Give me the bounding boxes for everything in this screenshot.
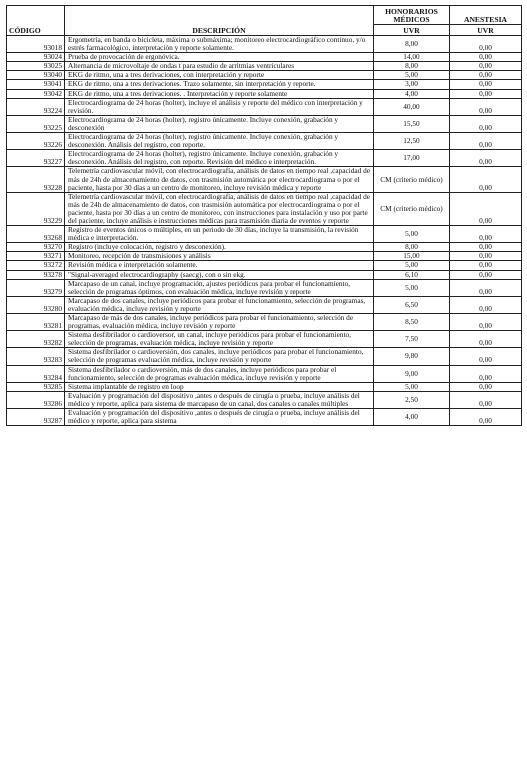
honorarios-value: 5,00 xyxy=(374,382,450,391)
table-row xyxy=(7,36,522,53)
procedure-description: Sistema desfibrilador o cardioversión, más de dos canales, incluye periódicos para probar el funcionamiento, selección de programas evaluación médica, incluye revisión y reporte xyxy=(65,365,374,382)
honorarios-value: 4,00 xyxy=(374,409,450,426)
table-row xyxy=(7,192,522,225)
honorarios-value: 9,00 xyxy=(374,365,450,382)
procedure-description: Electrocardiograma de 24 horas (holter), incluye el análisis y reporte del médico con interpretación y revisión. xyxy=(65,98,374,115)
procedure-code: 93279 xyxy=(7,279,65,296)
honorarios-value: 15,50 xyxy=(374,115,450,132)
procedure-code: 93225 xyxy=(7,115,65,132)
anestesia-value: 0,00 xyxy=(450,53,522,62)
anestesia-value: 0,00 xyxy=(450,71,522,80)
anestesia-value: 0,00 xyxy=(450,348,522,365)
honorarios-value: 17,00 xyxy=(374,150,450,167)
procedure-description: Monitoreo, recepción de transmisiones y análisis xyxy=(65,252,374,261)
anestesia-value: 0,00 xyxy=(450,391,522,408)
procedure-description: Telemetría cardiovascular móvil, con electrocardiografía, análisis de datos en tiempo real ,capacidad de más de 24h de almacenamiento de datos, con trasmisión automática por electrocardiograma o por el paciente, hasta por 30 días a un centro de monitoreo, incluye revisión médica y reporte xyxy=(65,167,374,192)
table-row xyxy=(7,348,522,365)
procedure-code: 93282 xyxy=(7,331,65,348)
procedure-code: 93228 xyxy=(7,167,65,192)
procedure-code: 93284 xyxy=(7,365,65,382)
honorarios-value: 5,00 xyxy=(374,279,450,296)
anestesia-value: 0,00 xyxy=(450,382,522,391)
anestesia-value: 0,00 xyxy=(450,89,522,98)
procedure-code: 93025 xyxy=(7,62,65,71)
table-row xyxy=(7,226,522,243)
procedure-description: Sistema desfibrilador o cardioversión, dos canales, incluye periódicos para probar el funcionamiento, selección de programas evaluación médica, incluye revisión y reporte xyxy=(65,348,374,365)
honorarios-column-header: HONORARIOS MÉDICOS xyxy=(374,6,450,25)
procedure-description: EKG de ritmo, una a tres derivaciones. Trazo solamente, sin interpretación y reporte. xyxy=(65,80,374,89)
honorarios-value: 8,00 xyxy=(374,62,450,71)
description-column-header: DESCRIPCIÓN xyxy=(65,6,374,36)
honorarios-value: 4,00 xyxy=(374,89,450,98)
honorarios-value: 6,50 xyxy=(374,296,450,313)
honorarios-unit-header: UVR xyxy=(374,25,450,36)
procedure-description: Prueba de provocación de ergonóvica. xyxy=(65,53,374,62)
honorarios-value: 40,00 xyxy=(374,98,450,115)
table-row xyxy=(7,80,522,89)
honorarios-value: 5,00 xyxy=(374,226,450,243)
procedure-code: 93227 xyxy=(7,150,65,167)
anestesia-value: 0,00 xyxy=(450,365,522,382)
table-row xyxy=(7,133,522,150)
anestesia-value: 0,00 xyxy=(450,167,522,192)
anestesia-value: 0,00 xyxy=(450,252,522,261)
procedure-description: Electrocardiograma de 24 horas (holter), registro únicamente. Incluye conexión, grabación y desconexión. Análisis del registro, con reporte. xyxy=(65,133,374,150)
procedure-description: Sistema desfibrilador o cardioversor, un canal, incluye periódicos para probar el funcionamiento, selección de programas, evaluación médica, incluye revisión y reporte xyxy=(65,331,374,348)
table-row xyxy=(7,409,522,426)
procedure-code: 93286 xyxy=(7,391,65,408)
procedure-description: Telemetría cardiovascular móvil, con electrocardiografía, análisis de datos en tiempo real ,capacidad de más de 24h de almacenamiento de datos, con trasmisión automática por electrocardiograma o por el paciente, hasta por 30 días a un centro de monitoreo, con instrucciones para instalación y uso por parte del paciente, incluye análisis e instrucciones médicas para trasmisión diaria de eventos y reporte xyxy=(65,192,374,225)
honorarios-value: 5,00 xyxy=(374,261,450,270)
honorarios-value: 8,00 xyxy=(374,36,450,53)
procedure-code: 93270 xyxy=(7,243,65,252)
fee-table xyxy=(6,5,522,426)
procedure-description: EKG de ritmo, una a tres derivaciones, con interpretación y reporte xyxy=(65,71,374,80)
honorarios-value: 8,50 xyxy=(374,314,450,331)
anestesia-value: 0,00 xyxy=(450,36,522,53)
procedure-description: "Signal-averaged electrocardiography (saecg), con o sin ekg. xyxy=(65,270,374,279)
procedure-description: Sistema implantable de registro en loop xyxy=(65,382,374,391)
table-body xyxy=(7,36,522,426)
anestesia-value: 0,00 xyxy=(450,62,522,71)
table-row xyxy=(7,314,522,331)
anestesia-value: 0,00 xyxy=(450,133,522,150)
procedure-description: Electrocardiograma de 24 horas (holter), registro únicamente. Incluye conexión, grabación y desconexión. Análisis del registro, con reporte. Revisión del médico e interpretación. xyxy=(65,150,374,167)
table-row xyxy=(7,115,522,132)
anestesia-value: 0,00 xyxy=(450,98,522,115)
procedure-description: Registro (incluye colocación, registro y desconexión). xyxy=(65,243,374,252)
procedure-code: 93280 xyxy=(7,296,65,313)
table-row xyxy=(7,365,522,382)
anestesia-value: 0,00 xyxy=(450,409,522,426)
honorarios-value: 9,80 xyxy=(374,348,450,365)
honorarios-value: 8,00 xyxy=(374,243,450,252)
procedure-description: Marcapaso de dos canales, incluye periódicos para probar el funcionamiento, selección de programas, evaluación médica, incluye revisión y reporte xyxy=(65,296,374,313)
procedure-code: 93041 xyxy=(7,80,65,89)
procedure-code: 93271 xyxy=(7,252,65,261)
procedure-description: Revisión médica e interpretación solamente. xyxy=(65,261,374,270)
anestesia-value: 0,00 xyxy=(450,331,522,348)
procedure-code: 93283 xyxy=(7,348,65,365)
procedure-code: 93278 xyxy=(7,270,65,279)
honorarios-value: 3,00 xyxy=(374,80,450,89)
procedure-code: 93018 xyxy=(7,36,65,53)
table-row xyxy=(7,331,522,348)
anestesia-value: 0,00 xyxy=(450,296,522,313)
honorarios-value: 15,00 xyxy=(374,252,450,261)
procedure-code: 93024 xyxy=(7,53,65,62)
honorarios-value: 14,00 xyxy=(374,53,450,62)
procedure-code: 93229 xyxy=(7,192,65,225)
procedure-description: Evaluación y programación del dispositivo ,antes o después de cirugía o prueba, incluye análisis del médico y reporte, aplica para sistema xyxy=(65,409,374,426)
honorarios-value: CM (criterio médico) xyxy=(374,192,450,225)
anestesia-value: 0,00 xyxy=(450,261,522,270)
procedure-description: Ergometría, en banda o bicicleta, máxima o submáxima; monitoreo electrocardiográfico continuo, y/o estrés farmacológico, interpretación y reporte solamente. xyxy=(65,36,374,53)
anestesia-value: 0,00 xyxy=(450,243,522,252)
table-row xyxy=(7,98,522,115)
procedure-code: 93042 xyxy=(7,89,65,98)
procedure-description: Electrocardiograma de 24 horas (holter), registro únicamente. Incluye conexión, grabación y desconexión xyxy=(65,115,374,132)
anestesia-value: 0,00 xyxy=(450,279,522,296)
procedure-description: Evaluación y programación del dispositivo ,antes o después de cirugía o prueba, incluye análisis del médico y reporte, aplica para sistema de marcapaso de un canal, dos canales o canales múltiples xyxy=(65,391,374,408)
table-row xyxy=(7,296,522,313)
procedure-description: Registro de eventos únicos o múltiples, en un periodo de 30 días, incluye la transmisión, la revisión médica e interpretación. xyxy=(65,226,374,243)
table-row xyxy=(7,167,522,192)
honorarios-value: 5,00 xyxy=(374,71,450,80)
procedure-code: 93040 xyxy=(7,71,65,80)
table-row xyxy=(7,261,522,270)
honorarios-value: 7,50 xyxy=(374,331,450,348)
procedure-description: Marcapaso de un canal, incluye programación, ajustes periódicos para probar el funcionamiento, selección de programas óptimos, con evaluación médica, incluye revisión y reporte xyxy=(65,279,374,296)
procedure-code: 93285 xyxy=(7,382,65,391)
table-row xyxy=(7,279,522,296)
anestesia-value: 0,00 xyxy=(450,150,522,167)
anestesia-value: 0,00 xyxy=(450,115,522,132)
procedure-description: EKG de ritmo, una a tres derivaciones. . Interpretación y reporte solamente xyxy=(65,89,374,98)
procedure-code: 93287 xyxy=(7,409,65,426)
anestesia-column-header: ANESTESIA xyxy=(450,6,522,25)
honorarios-value: 12,50 xyxy=(374,133,450,150)
code-column-header: CÓDIGO xyxy=(7,6,65,36)
table-row xyxy=(7,382,522,391)
anestesia-unit-header: UVR xyxy=(450,25,522,36)
table-row xyxy=(7,270,522,279)
honorarios-value: 6,10 xyxy=(374,270,450,279)
honorarios-value: CM (criterio médico) xyxy=(374,167,450,192)
table-row xyxy=(7,391,522,408)
procedure-code: 93272 xyxy=(7,261,65,270)
procedure-description: Alternancia de microvoltaje de ondas t para estudio de arritmias ventriculares xyxy=(65,62,374,71)
table-row xyxy=(7,89,522,98)
table-header xyxy=(7,6,522,36)
anestesia-value: 0,00 xyxy=(450,80,522,89)
anestesia-value: 0,00 xyxy=(450,192,522,225)
table-row xyxy=(7,150,522,167)
procedure-code: 93224 xyxy=(7,98,65,115)
honorarios-value: 2,50 xyxy=(374,391,450,408)
procedure-description: Marcapaso de más de dos canales, incluye periódicos para probar el funcionamiento, selección de programas, evaluación médica, incluye revisión y reporte xyxy=(65,314,374,331)
anestesia-value: 0,00 xyxy=(450,270,522,279)
procedure-code: 93268 xyxy=(7,226,65,243)
procedure-code: 93226 xyxy=(7,133,65,150)
fee-schedule-document xyxy=(6,5,521,426)
procedure-code: 93281 xyxy=(7,314,65,331)
anestesia-value: 0,00 xyxy=(450,226,522,243)
anestesia-value: 0,00 xyxy=(450,314,522,331)
